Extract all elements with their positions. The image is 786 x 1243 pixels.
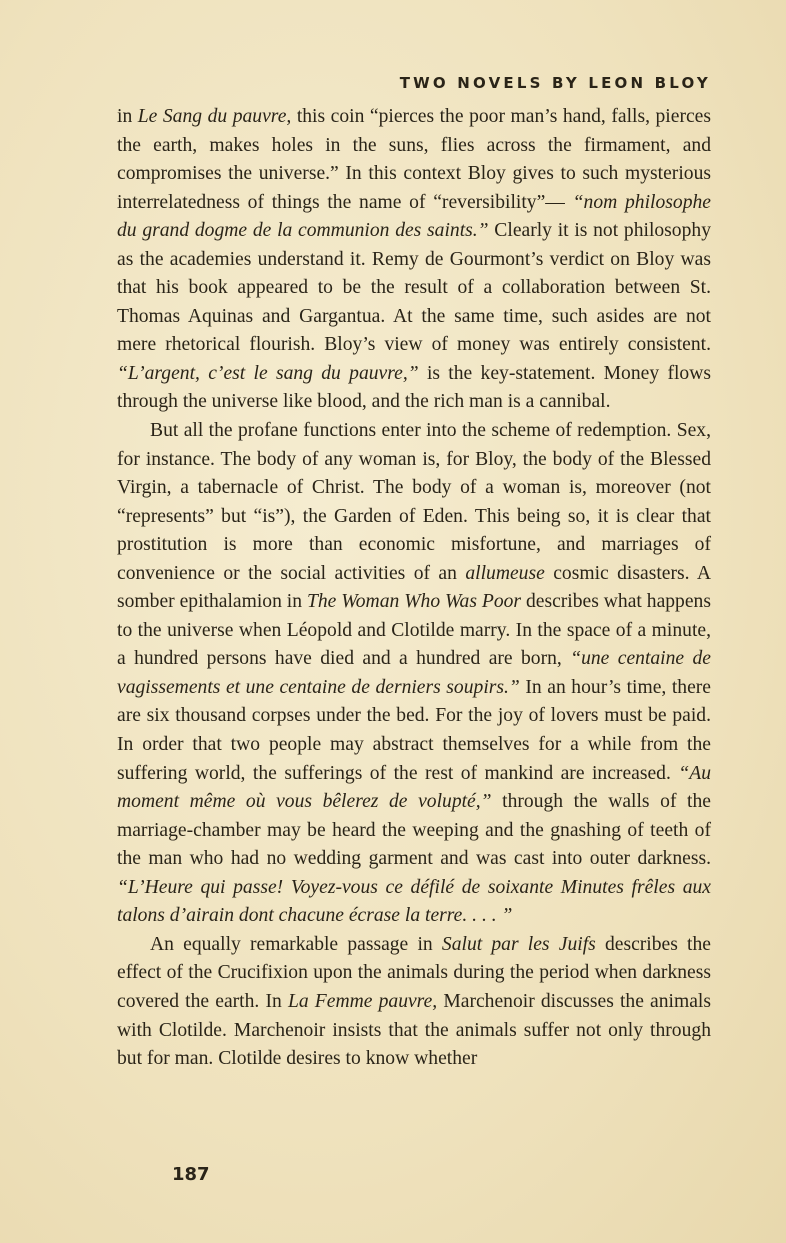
text-run: But all the profane functions enter into the scheme of redemption. Sex, for instance. The body of any woman is, for Bloy, the body of the Blessed Virgin, a tabernacle of Christ. The body of a woman is, moreover (not “represents” but “is”), the Garden of Eden. This being so, it is clear that prostitution is more than economic misfortune, and marriages of convenience or the social activities of an bbox=[117, 420, 711, 584]
text-run: An equally remarkable passage in bbox=[150, 933, 442, 955]
paragraph-2 bbox=[117, 417, 711, 931]
italic-run: “L’argent, c’est le sang du pauvre,” bbox=[117, 362, 419, 384]
page-number: 187 bbox=[172, 1164, 210, 1185]
paragraph-1 bbox=[117, 103, 711, 417]
italic-run: “nom philosophe du grand dogme de la communion des saints.” bbox=[117, 191, 712, 242]
text-run: Clearly it is not philosophy as the academies understand it. Remy de Gourmont’s verdict on Bloy was that his book appeared to be the result of a collaboration between St. Thomas Aquinas and Gargantua. At the same time, such asides are not mere rhetorical flourish. Bloy’s view of money was entirely consistent. bbox=[117, 220, 711, 356]
text-run: cosmic disasters. A somber epithalamion in bbox=[117, 562, 711, 613]
italic-run: Le Sang du pauvre, bbox=[137, 106, 292, 127]
italic-run: “L’Heure qui passe! Voyez-vous ce défilé de soixante Minutes frêles aux talons d’airain dont chacune écrase la terre. . . . ” bbox=[117, 876, 711, 927]
text-run: through the walls of the marriage-chamber may be heard the weeping and the gnashing of teeth of the man who had no wedding garment and was cast into outer darkness. bbox=[117, 791, 711, 870]
italic-run: “une centaine de vagissements et une centaine de derniers soupirs.” bbox=[117, 648, 711, 698]
italic-run: La Femme pauvre, bbox=[287, 990, 438, 1012]
text-run: in bbox=[117, 106, 138, 127]
italic-run: The Woman Who Was Poor bbox=[306, 591, 522, 613]
italic-run: Salut par les Juifs bbox=[441, 933, 596, 955]
text-run: this coin “pierces the poor man’s hand, falls, pierces the earth, makes holes in the suns, flies across the firmament, and compromises the universe.” In this context Bloy gives to such mysterious interrelatedness of things the name of “reversibility”— bbox=[117, 106, 711, 213]
text-run: describes what happens to the universe when Léopold and Clotilde marry. In the space of a minute, a hundred persons have died and a hundred are born, bbox=[117, 591, 711, 670]
text-run: In an hour’s time, there are six thousand corpses under the bed. For the joy of lovers must be paid. In order that two people may abstract themselves for a while from the suffering world, the sufferings of the rest of mankind are increased. bbox=[117, 676, 712, 784]
running-head: TWO NOVELS BY LEON BLOY bbox=[399, 74, 711, 92]
body-text bbox=[117, 103, 711, 1074]
text-run: is the key-statement. Money flows through the universe like blood, and the rich man is a cannibal. bbox=[117, 362, 711, 413]
italic-run: allumeuse bbox=[465, 562, 545, 584]
italic-run: “Au moment même où vous bêlerez de volupté,” bbox=[117, 762, 711, 813]
text-run: describes the effect of the Crucifixion upon the animals during the period when darkness covered the earth. In bbox=[117, 933, 711, 1012]
paragraph-3 bbox=[117, 931, 711, 1074]
text-run: Marchenoir discusses the animals with Clotilde. Marchenoir insists that the animals suffer not only through but for man. Clotilde desires to know whether bbox=[117, 990, 712, 1070]
